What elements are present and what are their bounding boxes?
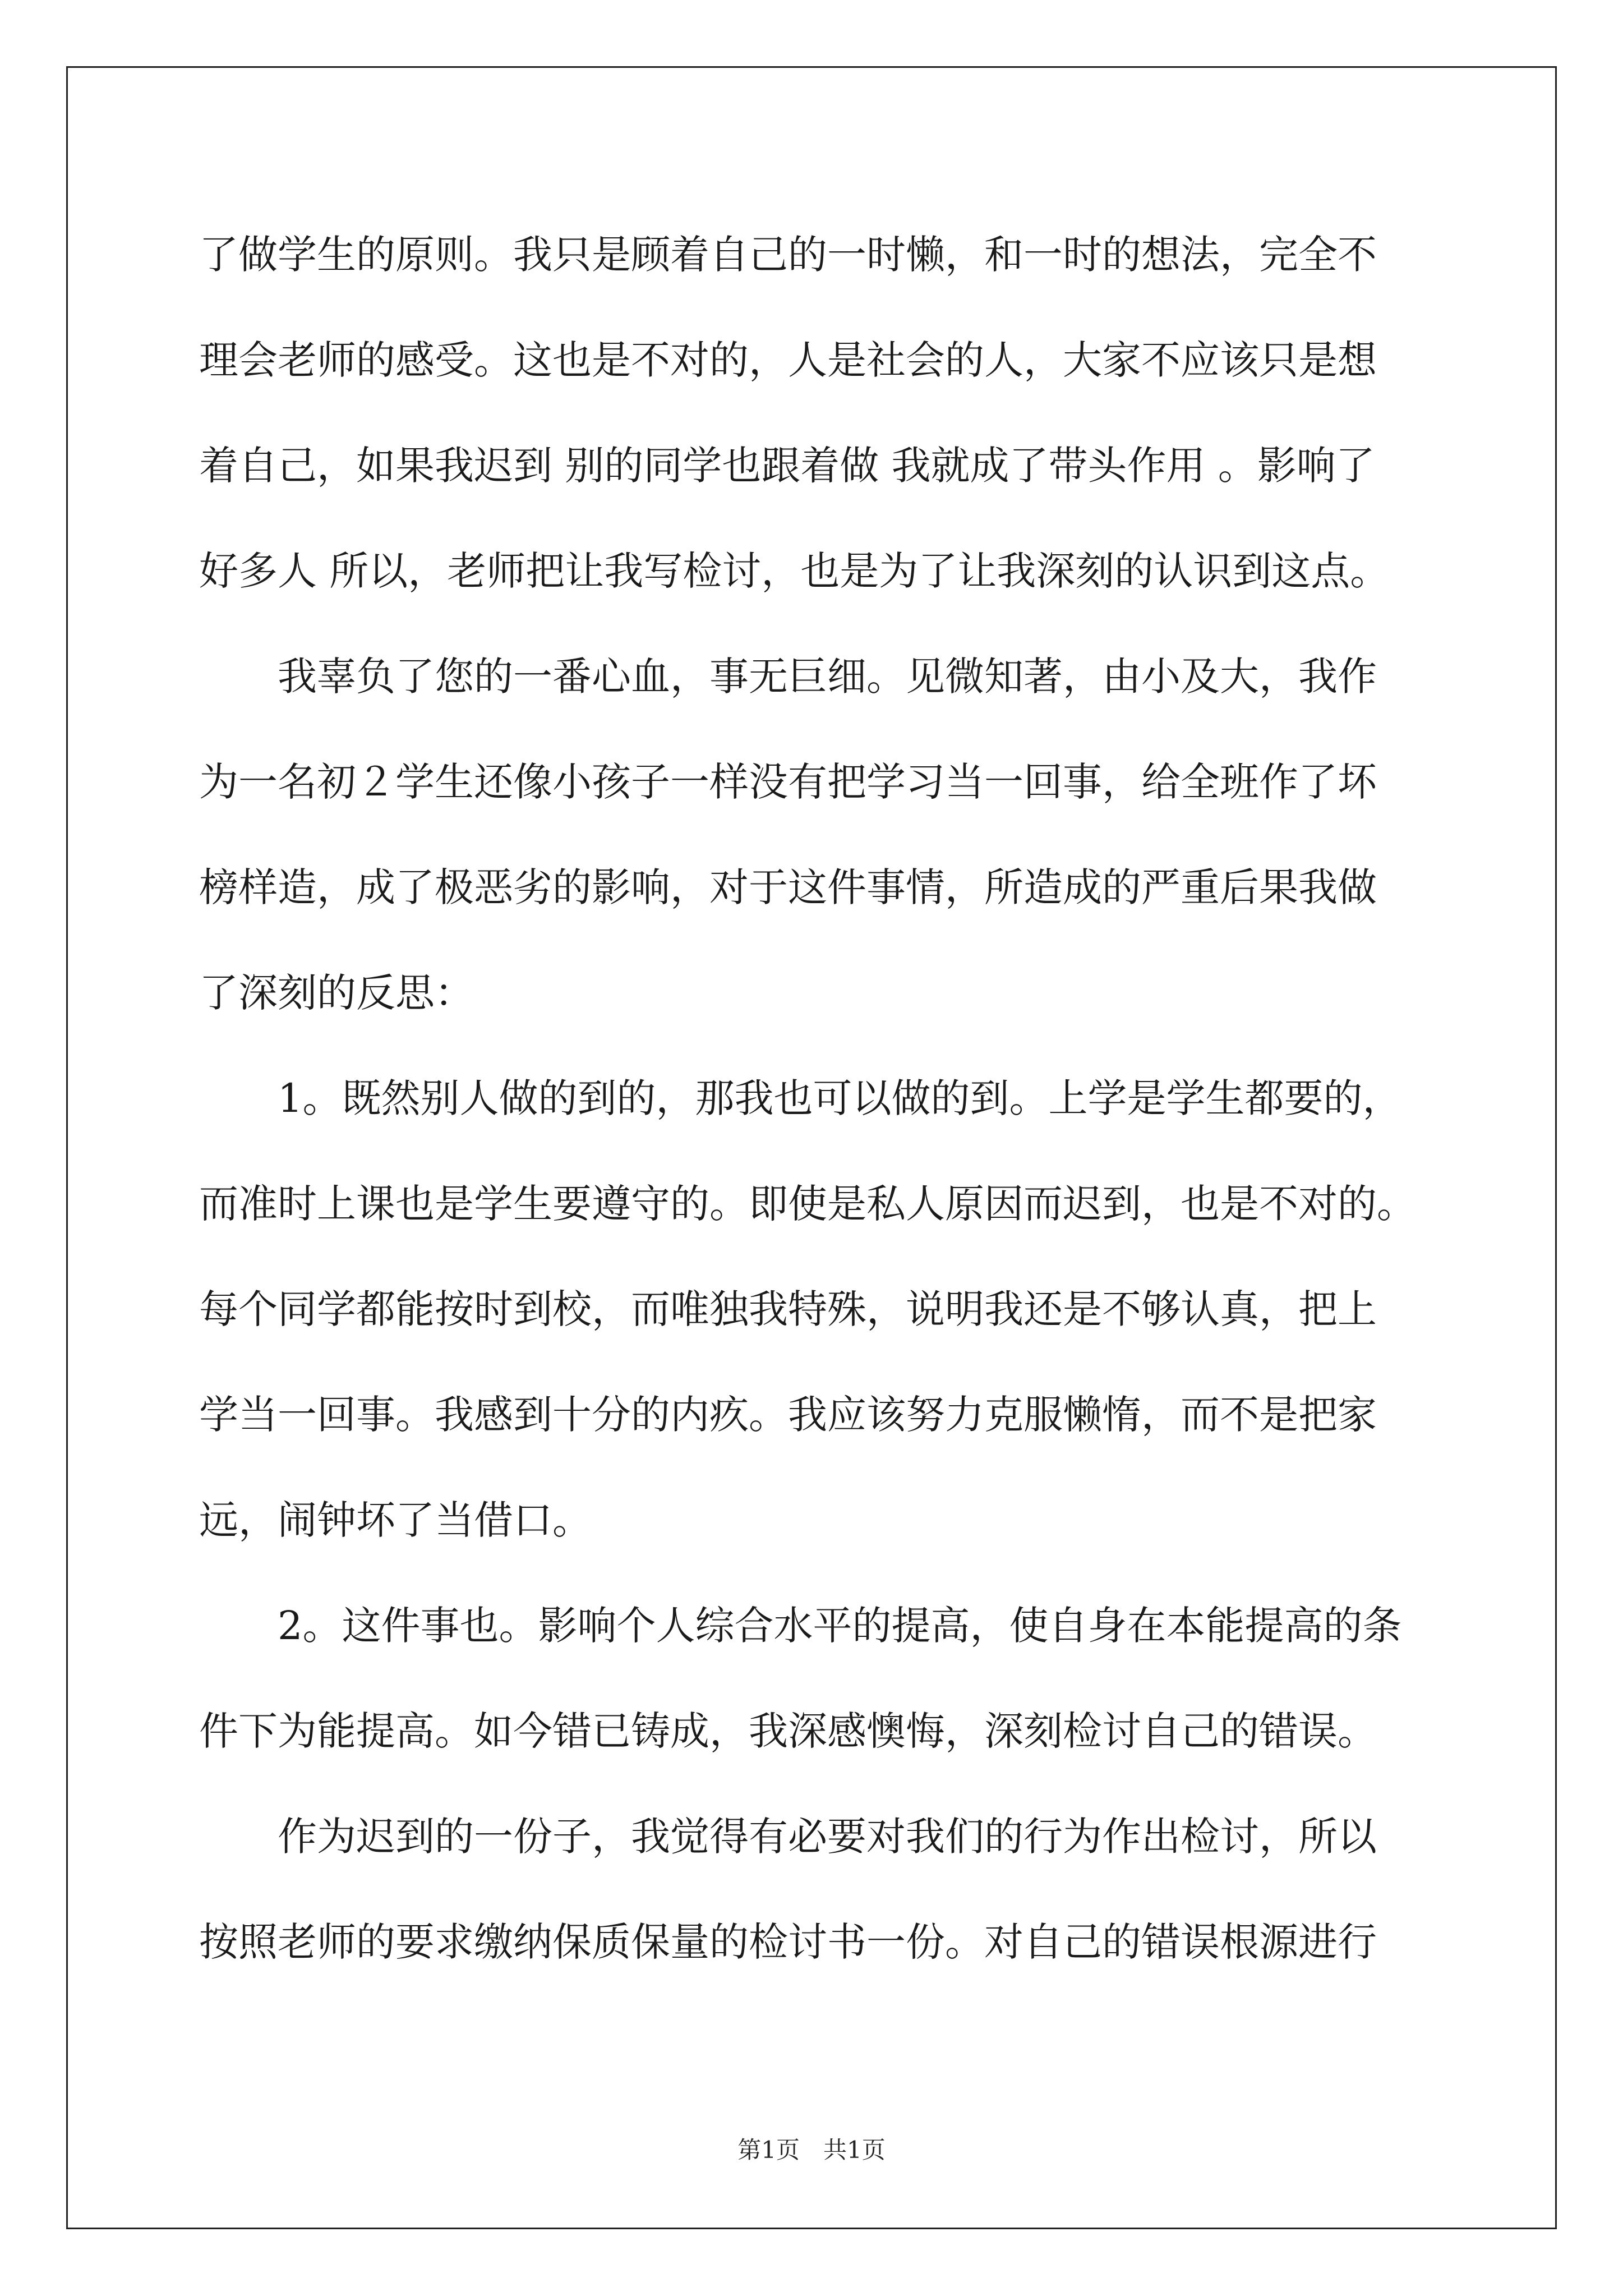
page-footer — [0, 2132, 1623, 2165]
text-line: 2。这件事也。影响个人综合水平的提高，使自身在本能提高的条 — [278, 1603, 1402, 1649]
text-line: 件下为能提高。如今错已铸成，我深感懊悔，深刻检讨自己的错误。 — [199, 1708, 1377, 1754]
text-line: 1。既然别人做的到的，那我也可以做的到。上学是学生都要的， — [278, 1075, 1402, 1121]
text-line: 好多人 所以，老师把让我写检讨，也是为了让我深刻的认识到这点。 — [199, 548, 1390, 594]
page-total: 共1页 — [823, 2136, 886, 2164]
text-line: 学当一回事。我感到十分的内疚。我应该努力克服懒惰，而不是把家 — [199, 1392, 1377, 1438]
text-line: 了深刻的反思： — [199, 970, 474, 1016]
text-line: 为一名初２学生还像小孩子一样没有把学习当一回事，给全班作了坏 — [199, 759, 1377, 805]
text-line: 按照老师的要求缴纳保质保量的检讨书一份。对自己的错误根源进行 — [199, 1919, 1377, 1965]
text-line: 了做学生的原则。我只是顾着自己的一时懒，和一时的想法，完全不 — [199, 232, 1377, 278]
text-line: 远，闹钟坏了当借口。 — [199, 1497, 592, 1543]
text-line: 每个同学都能按时到校，而唯独我特殊，说明我还是不够认真，把上 — [199, 1286, 1377, 1332]
text-line: 理会老师的感受。这也是不对的，人是社会的人，大家不应该只是想 — [199, 337, 1377, 383]
text-line: 榜样造，成了极恶劣的影响，对于这件事情，所造成的严重后果我做 — [199, 864, 1377, 910]
text-line: 我辜负了您的一番心血，事无巨细。见微知著，由小及大，我作 — [278, 654, 1377, 700]
text-line: 着自己，如果我迟到 别的同学也跟着做 我就成了带头作用 。影响了 — [199, 443, 1375, 489]
text-line: 作为迟到的一份子，我觉得有必要对我们的行为作出检讨，所以 — [278, 1814, 1377, 1860]
page-number: 第1页 — [737, 2136, 800, 2164]
text-line: 而准时上课也是学生要遵守的。即使是私人原因而迟到，也是不对的。 — [199, 1181, 1416, 1227]
document-body — [199, 202, 1433, 1995]
